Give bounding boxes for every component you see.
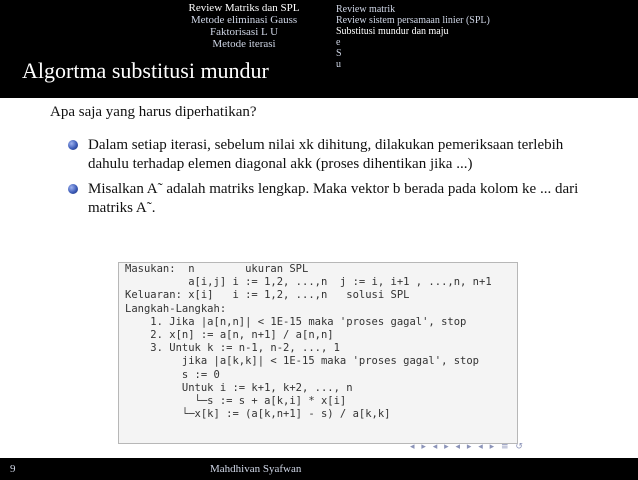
bullet-item bbox=[68, 136, 588, 174]
subsection-nav bbox=[336, 4, 636, 70]
algorithm-box bbox=[118, 262, 518, 444]
slide-content bbox=[0, 98, 638, 454]
section-item-gauss[interactable]: Metode eliminasi Gauss bbox=[190, 14, 298, 26]
bullet-text: Misalkan A˜ adalah matriks lengkap. Maka vektor b berada pada kolom ke ... dari matriks A˜. bbox=[88, 181, 579, 216]
bullet-item bbox=[68, 180, 588, 218]
algorithm-line: └─s := s + a[k,i] * x[i] bbox=[125, 395, 347, 408]
section-item-review[interactable]: Review Matriks dan SPL bbox=[188, 2, 300, 14]
beamer-nav-icons[interactable]: ◂ ▸ ◂ ▸ ◂ ▸ ◂ ▸ ≡ ↺ bbox=[410, 442, 525, 452]
algorithm-line: Masukan: n ukuran SPL bbox=[125, 263, 309, 275]
bullet-text: Dalam setiap iterasi, sebelum nilai xk dihitung, dilakukan pemeriksaan terlebih dahulu terhadap elemen diagonal akk (proses dihentikan jika ...) bbox=[88, 137, 564, 172]
bullet-ball-icon bbox=[68, 184, 78, 194]
subsection-item-review-matrik[interactable]: Review matrik bbox=[336, 4, 396, 15]
section-item-iterasi[interactable]: Metode iterasi bbox=[212, 38, 276, 50]
footer-bar bbox=[0, 458, 638, 480]
algorithm-line: 3. Untuk k := n-1, n-2, ..., 1 bbox=[125, 342, 340, 355]
algorithm-line: jika |a[k,k]| < 1E-15 maka 'proses gagal', stop bbox=[125, 355, 480, 368]
section-nav bbox=[160, 2, 328, 50]
algorithm-line: └─x[k] := (a[k,n+1] - s) / a[k,k] bbox=[125, 408, 391, 421]
question-text: Apa saja yang harus diperhatikan? bbox=[50, 104, 257, 120]
page-number: 9 bbox=[10, 463, 16, 475]
bullet-list bbox=[68, 136, 588, 224]
subsection-item-review-spl[interactable]: Review sistem persamaan linier (SPL) bbox=[336, 15, 490, 26]
algorithm-line: 1. Jika |a[n,n]| < 1E-15 maka 'proses gagal', stop bbox=[125, 315, 467, 328]
subsection-item-s[interactable]: S bbox=[336, 48, 342, 59]
algorithm-line: Keluaran: x[i] i := 1,2, ...,n solusi SPL bbox=[125, 289, 410, 302]
author-name: Mahdhivan Syafwan bbox=[210, 463, 302, 475]
algorithm-line: a[i,j] i := 1,2, ...,n j := i, i+1 , ...,n, n+1 bbox=[125, 276, 492, 289]
section-item-lu[interactable]: Faktorisasi L U bbox=[209, 26, 279, 38]
subsection-item-substitusi[interactable]: Substitusi mundur dan maju bbox=[336, 26, 449, 37]
algorithm-line: Langkah-Langkah: bbox=[125, 302, 227, 315]
algorithm-line: Untuk i := k+1, k+2, ..., n bbox=[125, 381, 353, 394]
algorithm-line: 2. x[n] := a[n, n+1] / a[n,n] bbox=[125, 329, 334, 342]
header-bar bbox=[0, 0, 638, 98]
slide-title: Algortma substitusi mundur bbox=[22, 58, 269, 83]
bullet-ball-icon bbox=[68, 140, 78, 150]
subsection-item-u[interactable]: u bbox=[336, 59, 341, 70]
subsection-item-e[interactable]: e bbox=[336, 37, 341, 48]
algorithm-line: s := 0 bbox=[125, 368, 220, 381]
